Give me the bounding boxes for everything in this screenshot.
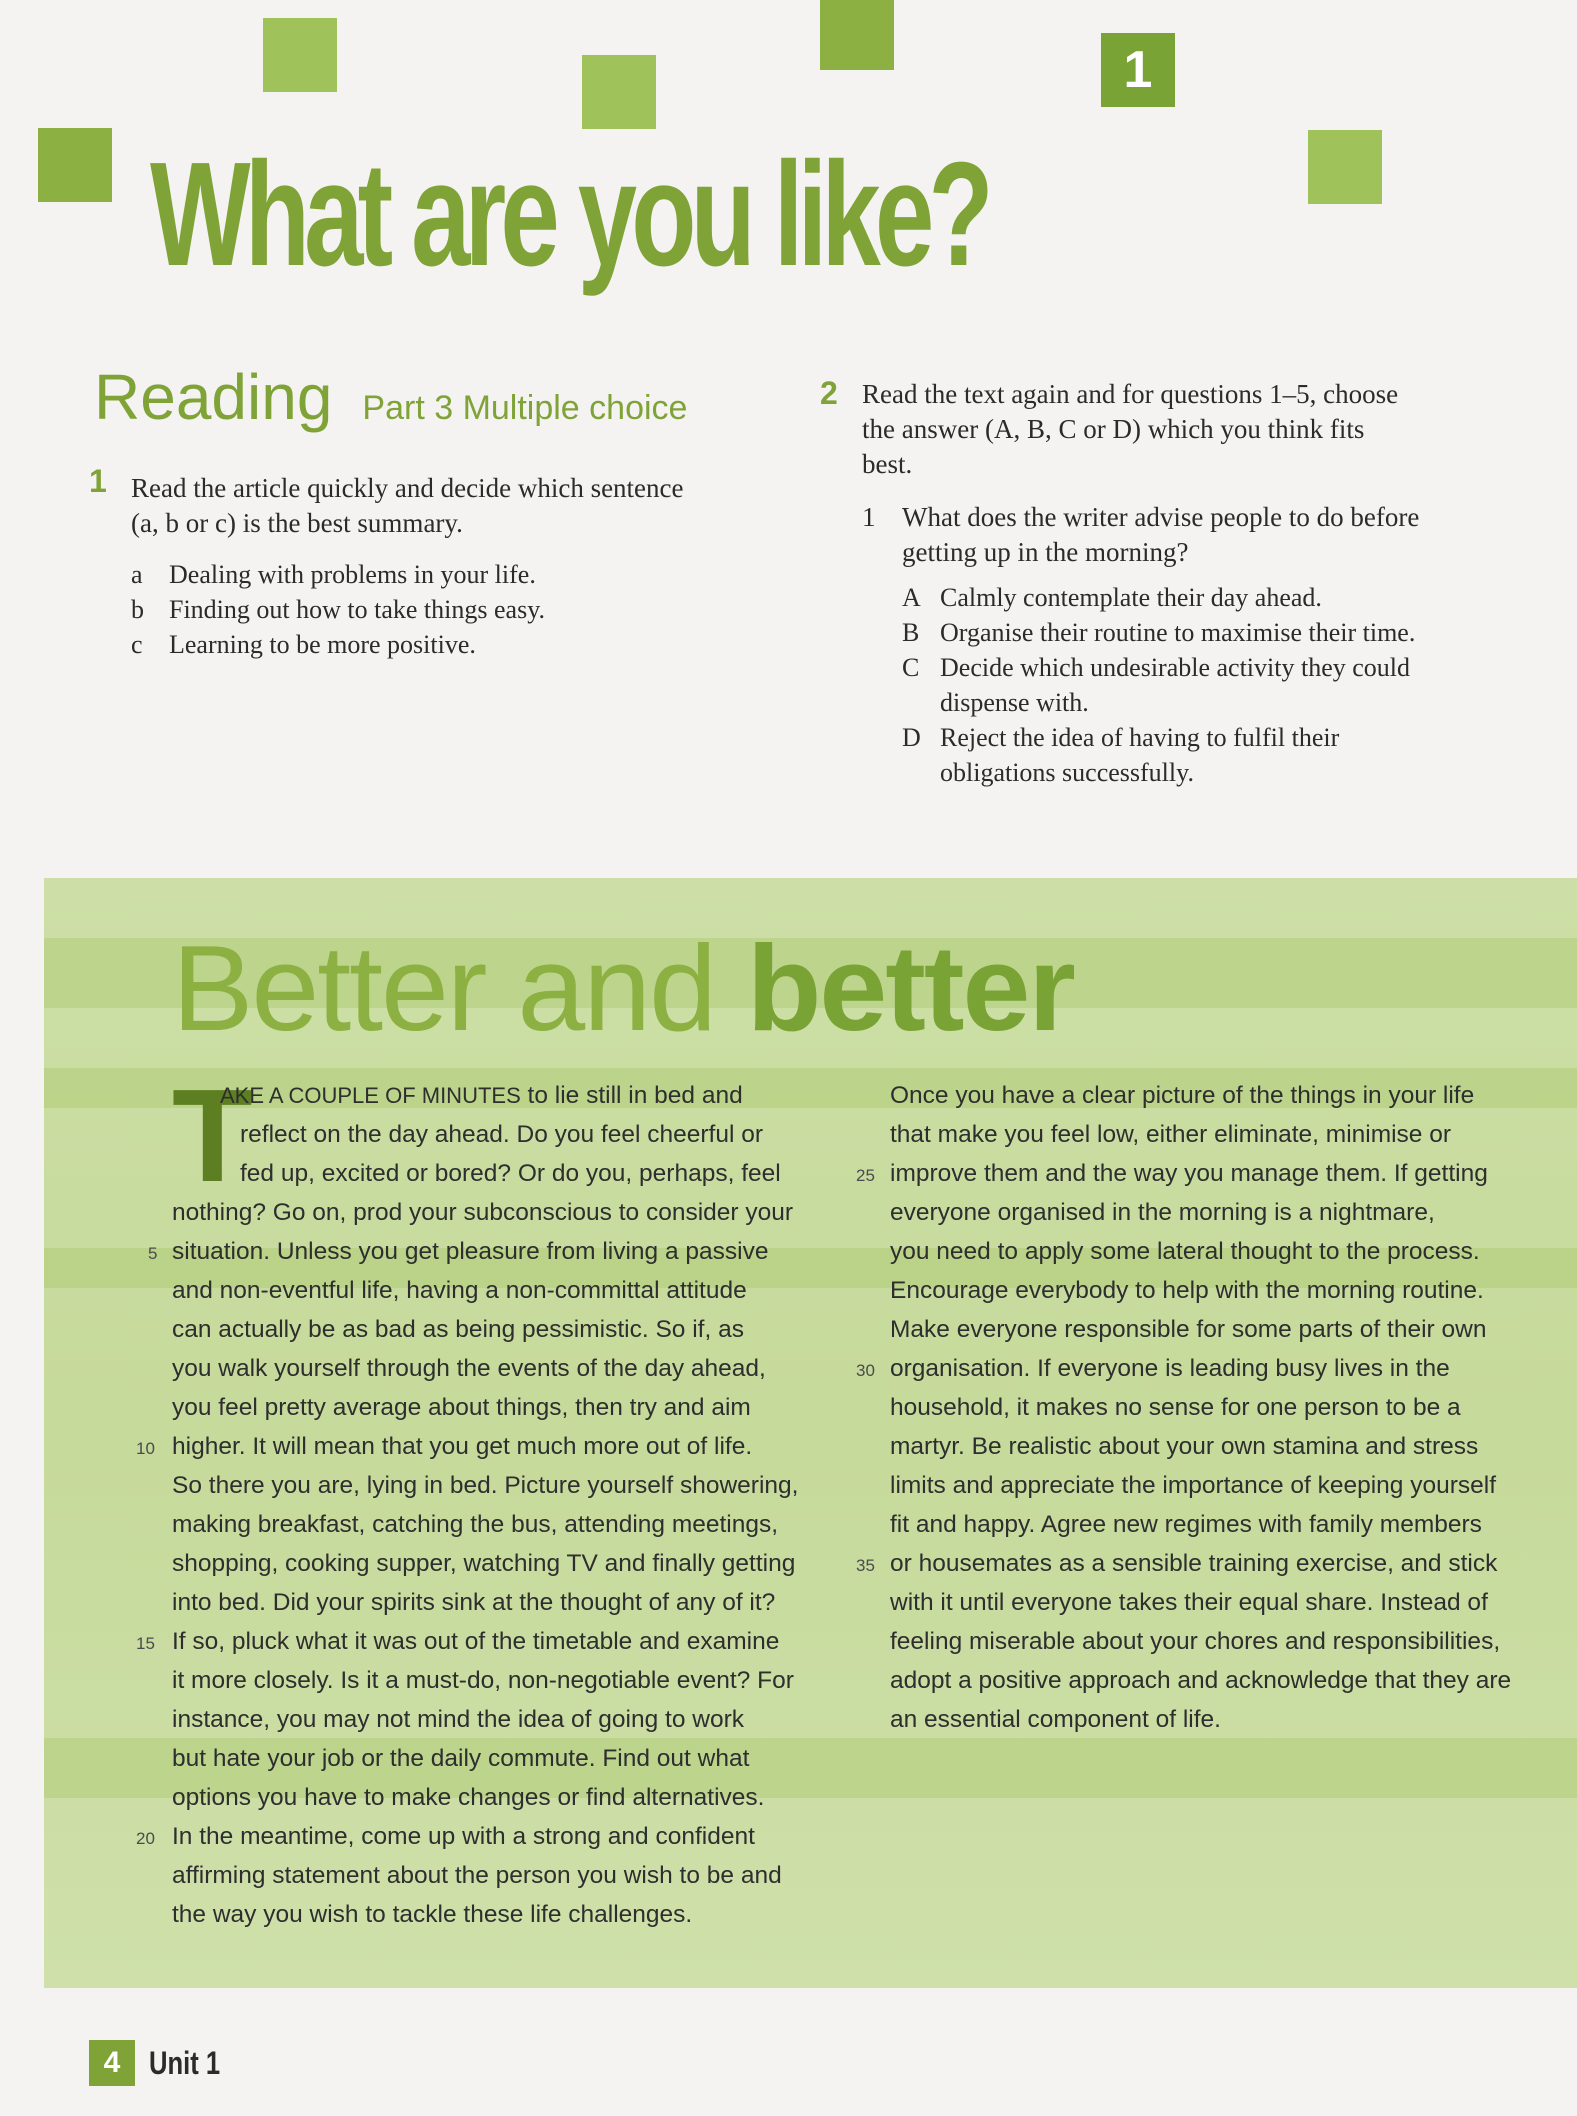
line-number: 10 bbox=[136, 1439, 155, 1458]
article-title-bold: better bbox=[746, 920, 1074, 1056]
article-line: Once you have a clear picture of the things in your life bbox=[890, 1082, 1475, 1109]
question-line: the answer (A, B, C or D) which you think fits bbox=[862, 414, 1365, 444]
article-line: shopping, cooking supper, watching TV and finally getting bbox=[172, 1550, 796, 1577]
article-line: you feel pretty average about things, then try and aim bbox=[172, 1394, 751, 1421]
article-line: options you have to make changes or find alternatives. bbox=[172, 1784, 765, 1811]
unit-label: Unit 1 bbox=[149, 2044, 221, 2081]
decorative-square bbox=[38, 128, 112, 202]
drop-cap: T bbox=[172, 1062, 253, 1209]
article-line: you need to apply some lateral thought to the process. bbox=[890, 1238, 1480, 1265]
article-line: you walk yourself through the events of the day ahead, bbox=[172, 1355, 766, 1382]
article-line: 10 higher. It will mean that you get much more out of life. bbox=[172, 1427, 798, 1466]
option-b bbox=[131, 592, 545, 627]
article-line: making breakfast, catching the bus, attending meetings, bbox=[172, 1511, 779, 1538]
article-line: fit and happy. Agree new regimes with family members bbox=[890, 1511, 1482, 1538]
question-1-options bbox=[131, 557, 545, 662]
decorative-square bbox=[820, 0, 894, 70]
line-number: 15 bbox=[136, 1634, 155, 1653]
article-title bbox=[172, 918, 1074, 1058]
option-A bbox=[902, 580, 1560, 615]
article-line: adopt a positive approach and acknowledge that they are bbox=[890, 1667, 1512, 1694]
option-text: Reject the idea of having to fulfil their obligations successfully. bbox=[940, 723, 1340, 787]
option-letter: A bbox=[902, 583, 921, 612]
article-line: martyr. Be realistic about your own stamina and stress bbox=[890, 1433, 1479, 1460]
article-line: that make you feel low, either eliminate, minimise or bbox=[890, 1121, 1452, 1148]
option-letter: D bbox=[902, 723, 921, 752]
article-line: the way you wish to tackle these life challenges. bbox=[172, 1901, 693, 1928]
line-number: 25 bbox=[856, 1166, 875, 1185]
article-line: but hate your job or the daily commute. Find out what bbox=[172, 1745, 750, 1772]
article-line: Encourage everybody to help with the morning routine. bbox=[890, 1277, 1484, 1304]
line-number: 20 bbox=[136, 1829, 155, 1848]
subquestion-number: 1 bbox=[862, 502, 876, 532]
article-line: it more closely. Is it a must-do, non-negotiable event? For bbox=[172, 1667, 794, 1694]
option-letter: b bbox=[131, 595, 144, 624]
unit-number-badge: 1 bbox=[1101, 33, 1175, 107]
article-line: instance, you may not mind the idea of going to work bbox=[172, 1706, 744, 1733]
question-line: (a, b or c) is the best summary. bbox=[131, 508, 463, 538]
article-line: reflect on the day ahead. Do you feel cheerful or bbox=[240, 1121, 763, 1148]
option-text: Decide which undesirable activity they could dispense with. bbox=[940, 653, 1411, 717]
article-line: 20 In the meantime, come up with a strong and confident bbox=[172, 1817, 798, 1856]
line-number: 30 bbox=[856, 1361, 875, 1380]
page-number: 4 bbox=[89, 2040, 135, 2086]
page-footer bbox=[89, 2040, 238, 2086]
article-line: 5 situation. Unless you get pleasure from living a passive bbox=[172, 1232, 798, 1271]
decorative-square bbox=[582, 55, 656, 129]
line-number: 5 bbox=[148, 1244, 158, 1263]
option-letter: C bbox=[902, 653, 920, 682]
question-2-number: 2 bbox=[820, 375, 838, 411]
option-text: Organise their routine to maximise their time. bbox=[940, 618, 1416, 647]
option-letter: c bbox=[131, 630, 143, 659]
article-line: 25 improve them and the way you manage them. If getting bbox=[890, 1154, 1511, 1193]
option-c bbox=[131, 627, 545, 662]
option-B bbox=[902, 615, 1560, 650]
question-line: getting up in the morning? bbox=[902, 537, 1189, 567]
article-line: So there you are, lying in bed. Picture yourself showering, bbox=[172, 1472, 799, 1499]
section-heading bbox=[94, 360, 687, 434]
article-line: fed up, excited or bored? Or do you, perhaps, feel bbox=[240, 1160, 781, 1187]
article-line: everyone organised in the morning is a nightmare, bbox=[890, 1199, 1435, 1226]
option-text: Calmly contemplate their day ahead. bbox=[940, 583, 1322, 612]
page-title: What are you like? bbox=[150, 132, 988, 297]
article-line: into bed. Did your spirits sink at the thought of any of it? bbox=[172, 1589, 776, 1616]
article-line: 35 or housemates as a sensible training exercise, and stick bbox=[890, 1544, 1511, 1583]
option-D bbox=[902, 720, 1460, 790]
article-line: affirming statement about the person you wish to be and bbox=[172, 1862, 782, 1889]
question-1-number: 1 bbox=[89, 463, 107, 499]
article-line: can actually be as bad as being pessimistic. So if, as bbox=[172, 1316, 744, 1343]
question-line: Read the text again and for questions 1–5, choose bbox=[862, 379, 1399, 409]
article-line: household, it makes no sense for one person to be a bbox=[890, 1394, 1461, 1421]
option-text: Learning to be more positive. bbox=[169, 630, 476, 659]
section-title: Reading bbox=[94, 361, 333, 433]
question-2-text bbox=[862, 377, 1398, 482]
question-line: Read the article quickly and decide which sentence bbox=[131, 473, 684, 503]
decorative-square bbox=[263, 18, 337, 92]
lead-caps: AKE A COUPLE OF MINUTES bbox=[220, 1083, 521, 1108]
option-letter: a bbox=[131, 560, 143, 589]
option-text: Dealing with problems in your life. bbox=[169, 560, 536, 589]
article-line: an essential component of life. bbox=[890, 1706, 1221, 1733]
article-line: nothing? Go on, prod your subconscious to consider your bbox=[172, 1199, 794, 1226]
article-line: limits and appreciate the importance of keeping yourself bbox=[890, 1472, 1497, 1499]
section-subtitle: Part 3 Multiple choice bbox=[362, 389, 688, 427]
option-letter: B bbox=[902, 618, 920, 647]
article-column-right bbox=[856, 1076, 1512, 1739]
decorative-square bbox=[1308, 130, 1382, 204]
option-a bbox=[131, 557, 545, 592]
question-line: best. bbox=[862, 449, 913, 479]
option-C bbox=[902, 650, 1500, 720]
article-line: and non-eventful life, having a non-committal attitude bbox=[172, 1277, 747, 1304]
article-column-left bbox=[136, 1062, 799, 1934]
article-line: feeling miserable about your chores and responsibilities, bbox=[890, 1628, 1501, 1655]
option-text: Finding out how to take things easy. bbox=[169, 595, 546, 624]
article-line: with it until everyone takes their equal share. Instead of bbox=[890, 1589, 1488, 1616]
question-line: What does the writer advise people to do before bbox=[902, 502, 1420, 532]
article-line: Make everyone responsible for some parts of their own bbox=[890, 1316, 1487, 1343]
subquestion-text bbox=[902, 500, 1419, 570]
article-line: 30 organisation. If everyone is leading busy lives in the bbox=[890, 1349, 1511, 1388]
article-line: to lie still in bed and bbox=[520, 1082, 743, 1109]
line-number: 35 bbox=[856, 1556, 875, 1575]
article-line: 15 If so, pluck what it was out of the timetable and examine bbox=[172, 1622, 798, 1661]
article-title-light: Better and bbox=[172, 920, 715, 1056]
question-1-text bbox=[131, 471, 684, 541]
article-panel bbox=[44, 878, 1577, 1988]
